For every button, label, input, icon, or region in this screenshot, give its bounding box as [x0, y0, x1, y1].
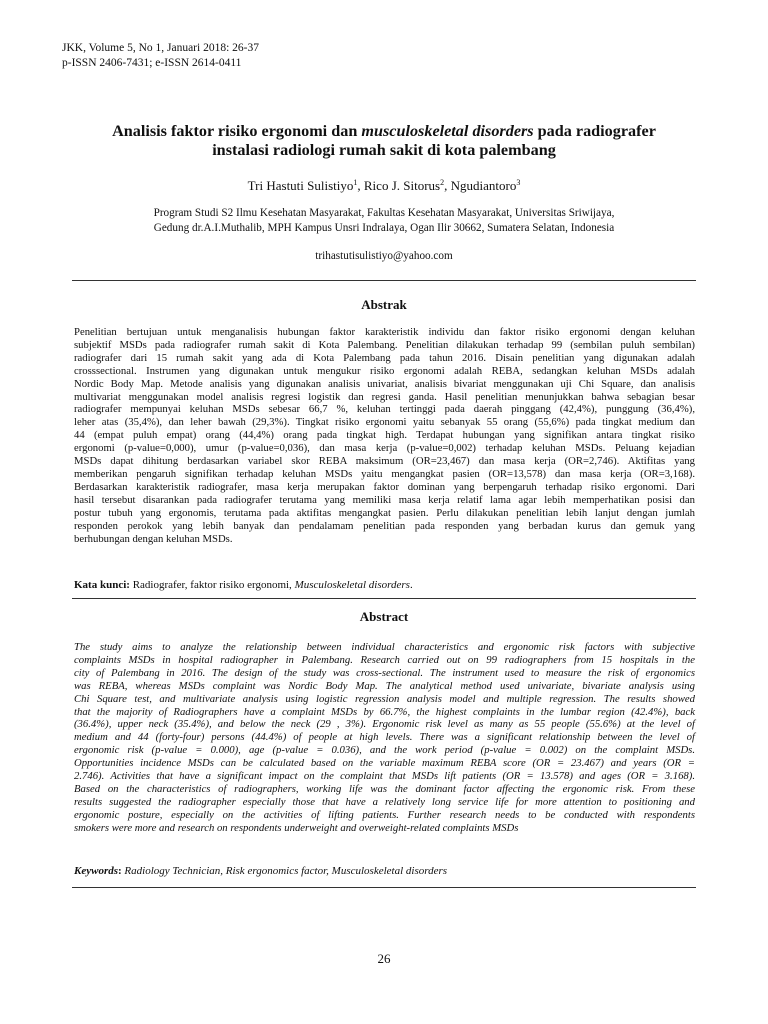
abstract-line: Opportunities incidence MSDs can be calculated based on the variable maximum REBA score (OR = 23.467) and years (OR =: [74, 757, 695, 770]
author-3-affil: 3: [516, 178, 521, 187]
abstrak-line: postur tubuh yang ergonomis, terutama pada aktifitas mengangkat pasien. Perlu dilakukan penelitian lebih lanjut dengan jumlah: [74, 506, 695, 519]
author-2-affil: 2: [440, 178, 445, 187]
article-title: [40, 122, 728, 160]
abstract-line: complaints MSDs in hospital radiographer in Palembang. Research carried out on 99 radiographers from 15 hospitals in the: [74, 653, 695, 666]
abstrak-line: Nordic Body Map. Metode analisis yang digunakan analisis univariat, analisis bivariat menggunakan uji Chi Square, dan analisis: [74, 377, 695, 390]
abstract-line: medium and 44 (forty-four) persons (44.4%) of people at high levels. There was a significant relationship between the level of: [74, 731, 695, 744]
abstract-line: that the majority of Radiographers have a complaint MSDs by 66.7%, the highest complaints in the lumbar region (42.4%), back: [74, 705, 695, 718]
abstrak-line: hasil tersebut disarankan pada radiografer terutama yang memiliki masa kerja relatif lama agar lebih memperhatikan posisi dan: [74, 493, 695, 506]
abstract-line: results suggested the radiographer especially those that have a relatively long service life for more attention to positioning and: [74, 795, 695, 808]
abstract-line: was REBA, whereas MSDs complaint was Nordic Body Map. The analytical method used univariate, bivariate analysis using: [74, 679, 695, 692]
abstrak-line: berhubungan dengan keluhan MSDs.: [74, 532, 233, 545]
author-2: , Rico J. Sitorus: [357, 178, 441, 193]
abstract-line: smokers were more and research on respondents underweight and overweight-related complaints MSDs: [74, 821, 519, 834]
abstract-body: [74, 641, 695, 835]
divider-bottom: [72, 887, 696, 888]
abstrak-line: responden perokok yang lebih banyak dan pendalamam penelitian pada responden yang berbadan kurus dan gemuk yang: [74, 519, 695, 532]
abstrak-body: [74, 326, 695, 545]
page-number: 26: [377, 951, 391, 966]
affiliation-line-1: Program Studi S2 Ilmu Kesehatan Masyarakat, Fakultas Kesehatan Masyarakat, Universitas Sriwijaya,: [153, 207, 615, 219]
kata-kunci-text: Radiografer, faktor risiko ergonomi,: [129, 579, 295, 591]
divider-top: [72, 280, 696, 281]
journal-header: [62, 41, 259, 71]
author-list: [40, 178, 728, 194]
title-italic: musculoskeletal disorders: [361, 122, 534, 140]
author-3: , Ngudiantoro: [444, 178, 517, 193]
kata-kunci: [74, 578, 695, 592]
abstract-line: (36.4%), upper neck (35.4%), and below the neck (29 , 3%). Ergonomic risk level as many as 55 people (55.6%) at the level of: [74, 718, 695, 731]
abstrak-line: ergonomi (p-value=0,000), umur (p-value=0,036), dan masa kerja (p-value=0,002) terhadap keluhan MSDs. Peluang kejadian: [74, 442, 695, 455]
abstrak-line: multivariat menggunakan model analisis regresi logistik dan regresi ganda. Hasil penelitian menunjukkan bahwa sebagian besar: [74, 390, 695, 403]
abstract-heading: Abstract: [359, 609, 409, 624]
abstract-line: city of Palembang in 2016. The design of the study was cross-sectional. The instrument used to measure the risk of ergonomics: [74, 666, 695, 679]
abstrak-line: memberikan pengaruh signifikan terhadap keluhan MSDs yaitu mengangkat pasien (OR=13,578) dan masa kerja (OR=3,168).: [74, 467, 695, 480]
title-line-2: instalasi radiologi rumah sakit di kota palembang: [212, 141, 556, 159]
author-1-affil: 1: [353, 178, 358, 187]
journal-issn: p-ISSN 2406-7431; e-ISSN 2614-0411: [62, 57, 242, 69]
keywords: [74, 864, 695, 878]
abstrak-line: Penelitian bertujuan untuk menganalisis hubungan faktor karakteristik individu dan faktor risiko ergonomi dengan keluhan: [74, 326, 695, 338]
abstrak-line: radiografer dari 15 rumah sakit yang ada di Kota Palembang pada tahun 2016. Disain penelitian yang digunakan adalah: [74, 351, 695, 364]
abstrak-line: 44 (empat puluh empat) orang (44,4%) orang pada tingkat high. Terdapat hubungan yang signifikan antara tingkat risiko: [74, 429, 695, 442]
abstrak-line: MSDs dapat dihitung berdasarkan variabel skor REBA maksimum (OR=23,467) dan masa kerja (OR=2,746). Aktifitas yang: [74, 455, 695, 468]
abstract-line: 2.746). Activities that have a significant impact on the complaint that MSDs lift patients (OR = 13.578) and ages (OR = 3.168).: [74, 770, 695, 783]
abstrak-line: subjektif MSDs pada radiografer rumah sakit di Kota Palembang. Penelitian dilakukan terhadap 99 (sembilan puluh sembilan): [74, 338, 695, 351]
keywords-colon: :: [118, 865, 122, 877]
abstract-line: ergonomic risk (p-value = 0.000), age (p-value = 0.036), and the work period (p-value = 0.002) on the complaint MSDs.: [74, 744, 695, 757]
affiliation: [40, 206, 728, 236]
title-part-1: Analisis faktor risiko ergonomi dan: [112, 122, 362, 140]
keywords-text: Radiology Technician, Risk ergonomics factor, Musculoskeletal disorders: [121, 865, 448, 877]
title-part-2: pada radiografer: [533, 122, 656, 140]
abstrak-line: radiografer mempunyai keluhan MSDs sebesar 66,7 %, keluhan tertinggi pada daerah pinggang (42,4%), punggung (36,4%),: [74, 403, 695, 416]
abstract-line: Based on the characteristics of radiographers, working life was the dominant factor affecting the ergonomic risk. From these: [74, 782, 695, 795]
abstrak-line: leher atas (35,4%), dan leher bawah (29,3%). Tingkat risiko ergonomi yaitu sebanyak 55 orang (55,6%) pada tingkat medium dan: [74, 416, 695, 429]
affiliation-line-2: Gedung dr.A.I.Muthalib, MPH Kampus Unsri Indralaya, Ogan Ilir 30662, Sumatera Selatan, Indonesia: [153, 222, 615, 234]
divider-middle: [72, 598, 696, 599]
author-1: Tri Hastuti Sulistiyo: [247, 178, 354, 193]
kata-kunci-end: .: [409, 579, 413, 591]
abstract-line: Chi Square test, and multivariate analysis using logistic regression analysis model and multiple regression. The results showed: [74, 692, 695, 705]
keywords-label: Keywords: [74, 865, 118, 877]
author-email[interactable]: trihastutisulistiyo@yahoo.com: [315, 250, 453, 262]
abstrak-heading: Abstrak: [361, 297, 407, 312]
kata-kunci-label: Kata kunci:: [74, 579, 130, 591]
abstrak-line: Berdasarkan karakteristik radiografer, masa kerja merupakan faktor dominan yang berpengaruh terhadap risiko ergonomi. Dari: [74, 480, 695, 493]
abstrak-line: crosssectional. Instrumen yang digunakan untuk mengukur risiko ergonomi adalah REBA, sedangkan keluhan MSDs adalah: [74, 364, 695, 377]
journal-citation: JKK, Volume 5, No 1, Januari 2018: 26-37: [62, 42, 259, 54]
abstract-line: ergonomic posture, especially on the activities of lifting patients. Further research needs to be conducted with respondents: [74, 808, 695, 821]
abstract-line: The study aims to analyze the relationship between individual characteristics and ergonomic risk factors with subjective: [74, 641, 695, 653]
kata-kunci-italic: Musculoskeletal disorders: [294, 579, 410, 591]
